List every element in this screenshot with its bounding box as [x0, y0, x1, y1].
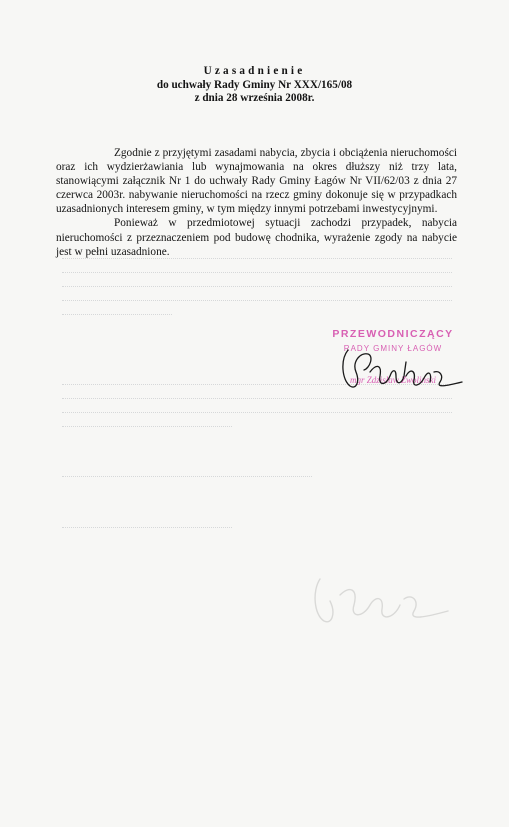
paragraph-2: Ponieważ w przedmiotowej sytuacji zachodzi przypadek, nabycia nieruchomości z przeznaczeniem pod budowę chodnika, wyrażenie zgody na nabycie jest w pełni uzasadnione. [56, 217, 457, 258]
show-through-signature [300, 565, 460, 635]
resolution-date: z dnia 28 września 2008r. [194, 92, 315, 104]
handwritten-signature [330, 342, 470, 397]
stamp-title: PRZEWODNICZĄCY [332, 328, 454, 340]
stamp-name: mgr Zdzisław Zwoliński [349, 375, 437, 385]
resolution-reference: do uchwały Rady Gminy Nr XXX/165/08 [156, 78, 353, 91]
document-body [56, 146, 457, 259]
stamp-subtitle: RADY GMINY ŁAGÓW [343, 344, 443, 353]
document-header [0, 65, 509, 106]
document-title: Uzasadnienie [203, 65, 306, 77]
paragraph-1: Zgodnie z przyjętymi zasadami nabycia, zbycia i obciążenia nieruchomości oraz ich wydzierżawiania lub wynajmowania na okres dłuższy niż trzy lata, stanowiącymi załącznik Nr 1 do uchwały Rady Gminy Łagów Nr VII/62/03 z dnia 27 czerwca 2003r. nabywanie nieruchomości na rzecz gminy dokonuje się w przypadkach uzasadnionych interesem gminy, w tym między innymi potrzebami inwestycyjnymi. [56, 147, 457, 216]
